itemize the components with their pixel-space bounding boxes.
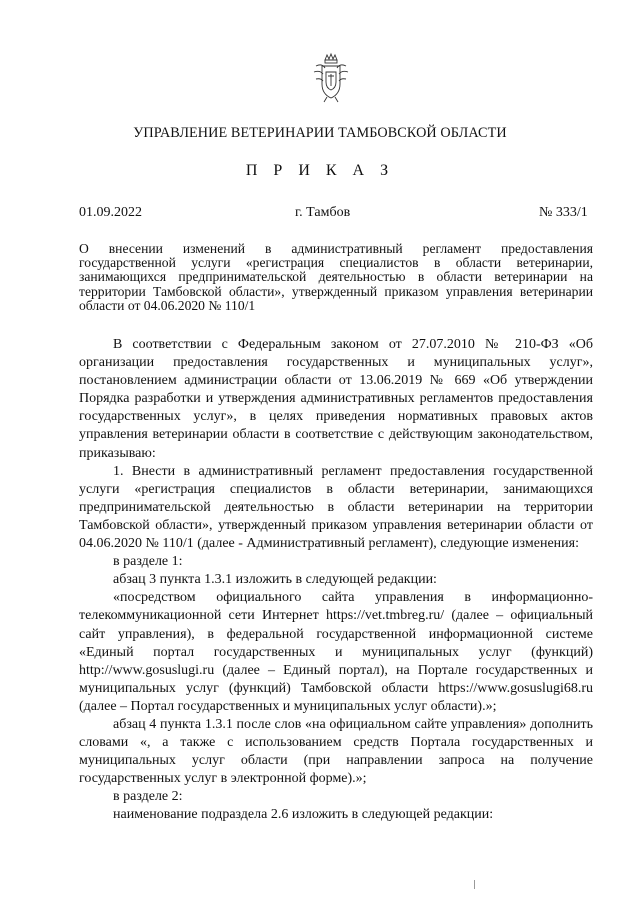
coat-of-arms-icon xyxy=(312,52,350,104)
organization-name: УПРАВЛЕНИЕ ВЕТЕРИНАРИИ ТАМБОВСКОЙ ОБЛАСТИ xyxy=(133,125,507,141)
paragraph-section-2: в разделе 2: xyxy=(113,789,183,805)
paragraph-item-1: 1. Внести в административный регламент предоставления государственной услуги «регистрация специалистов в области ветеринарии, занимающихся предпринимательской деятельностью в области ветеринарии на территории Тамбовской области», утвержденный приказом управления ветеринарии области от 04.06.2020 № 110/1 (далее - Административный регламент), следующие изменения: xyxy=(79,463,593,552)
paragraph-clause-4: абзац 4 пункта 1.3.1 после слов «на официальном сайте управления» дополнить словами «, а также с использованием средств Портала государственных и муниципальных услуг области (при направлении запроса на получение государственных услуг в электронной форме).»; xyxy=(79,716,593,787)
order-subject: О внесении изменений в административный регламент предоставления государственной услуги «регистрация специалистов в области ветеринарии, занимающихся предпринимательской деятельностью в области ветеринарии на территории Тамбовской области», утвержденный приказом управления ветеринарии области от 04.06.2020 № 110/1 xyxy=(79,241,593,313)
order-city: г. Тамбов xyxy=(295,205,351,220)
order-number: № 333/1 xyxy=(539,205,588,220)
paragraph-clause-3: абзац 3 пункта 1.3.1 изложить в следующей редакции: xyxy=(113,572,437,588)
paragraph-subsection-2-6: наименование подраздела 2.6 изложить в следующей редакции: xyxy=(113,807,494,823)
paragraph-section-1: в разделе 1: xyxy=(113,554,183,570)
paragraph-clause-3-text: «посредством официального сайта управления в информационно-телекоммуникационной сети Интернет https://vet.tmbreg.ru/ (далее – официальный сайт управления), в федеральной государственной информационной системе «Единый портал государственных и муниципальных услуг (функций) http://www.gosuslugi.ru (далее – Единый портал), на Портале государственных и муниципальных услуг (функций) Тамбовской области https://www.gosuslugi68.ru (далее – Портал государственных и муниципальных услуг области).»; xyxy=(79,590,593,714)
order-date: 01.09.2022 xyxy=(79,205,142,220)
order-body xyxy=(79,336,593,825)
paragraph-basis: В соответствии с Федеральным законом от 27.07.2010 № 210-ФЗ «Об организации предоставления государственных и муниципальных услуг», постановлением администрации области от 13.06.2019 № 669 «Об утверждении Порядка разработки и утверждения административных регламентов предоставления государственных услуг», в целях приведения нормативных правовых актов управления ветеринарии области в соответствие с действующим законодательством, приказываю: xyxy=(79,337,593,461)
document-type: П Р И К А З xyxy=(245,162,395,179)
scan-mark xyxy=(474,880,475,889)
